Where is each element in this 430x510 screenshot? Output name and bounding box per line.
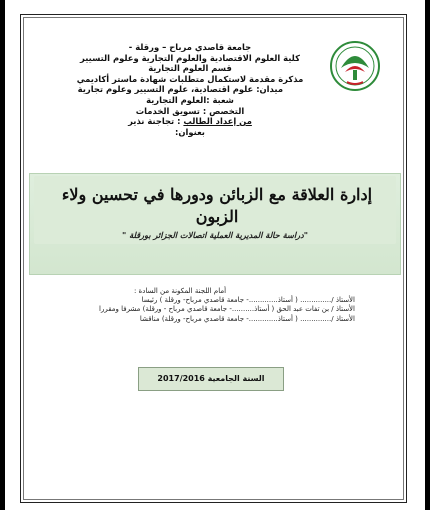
university-name: جامعة قاصدي مرباح – ورقلة - bbox=[128, 42, 252, 52]
field-line: ميدان: علوم اقتصادية، علوم التسيير وعلوم تجارية bbox=[77, 84, 283, 95]
specialty-line: التخصص : تسويق الخدمات bbox=[135, 105, 245, 116]
committee-member-supervisor: الأستاذ / بن تفات عبد الحق ( أستاذ..........- جامعة قاصدي مرباح - ورقلة) مشرفا ومقررا bbox=[99, 305, 355, 314]
thesis-title: إدارة العلاقة مع الزبائن ودورها في تحسين ولاء الزبون bbox=[61, 185, 373, 226]
author-name: : تجاجنة نذير bbox=[128, 116, 181, 127]
faculty-name: كلية العلوم الاقتصادية والعلوم التجارية وعلوم التسيير bbox=[80, 52, 300, 63]
title-box bbox=[29, 173, 401, 275]
header-block bbox=[75, 42, 305, 137]
department-name: قسم العلوم التجارية bbox=[148, 63, 232, 74]
committee-block bbox=[45, 287, 355, 324]
committee-member-examiner: الأستاذ /.............. ( أستاذ.............- جامعة قاصدي مرباح- ورقلة) مناقشا bbox=[139, 314, 355, 323]
university-logo-icon bbox=[327, 36, 383, 96]
author-label: من إعداد الطالب bbox=[183, 116, 252, 127]
memo-description: مذكرة مقدمة لاستكمال متطلبات شهادة ماستر أكاديمي bbox=[76, 73, 304, 84]
document-page bbox=[5, 0, 425, 510]
title-label: بعنوان: bbox=[175, 126, 205, 137]
thesis-subtitle: "دراسة حالة المديرية العملية اتصالات الجزائر بورقلة " bbox=[122, 230, 308, 240]
committee-member-president: الأستاذ /.............. ( أستاذ.............- جامعة قاصدي مرباح- ورقلة ) رئيسا bbox=[141, 296, 355, 305]
academic-year-box: السنة الجامعية 2017/2016 bbox=[138, 367, 284, 391]
committee-intro: أمام اللجنة المكونة من السادة : bbox=[133, 287, 227, 295]
author-line bbox=[75, 116, 305, 127]
branch-line: شعبة :العلوم التجارية bbox=[146, 94, 234, 105]
